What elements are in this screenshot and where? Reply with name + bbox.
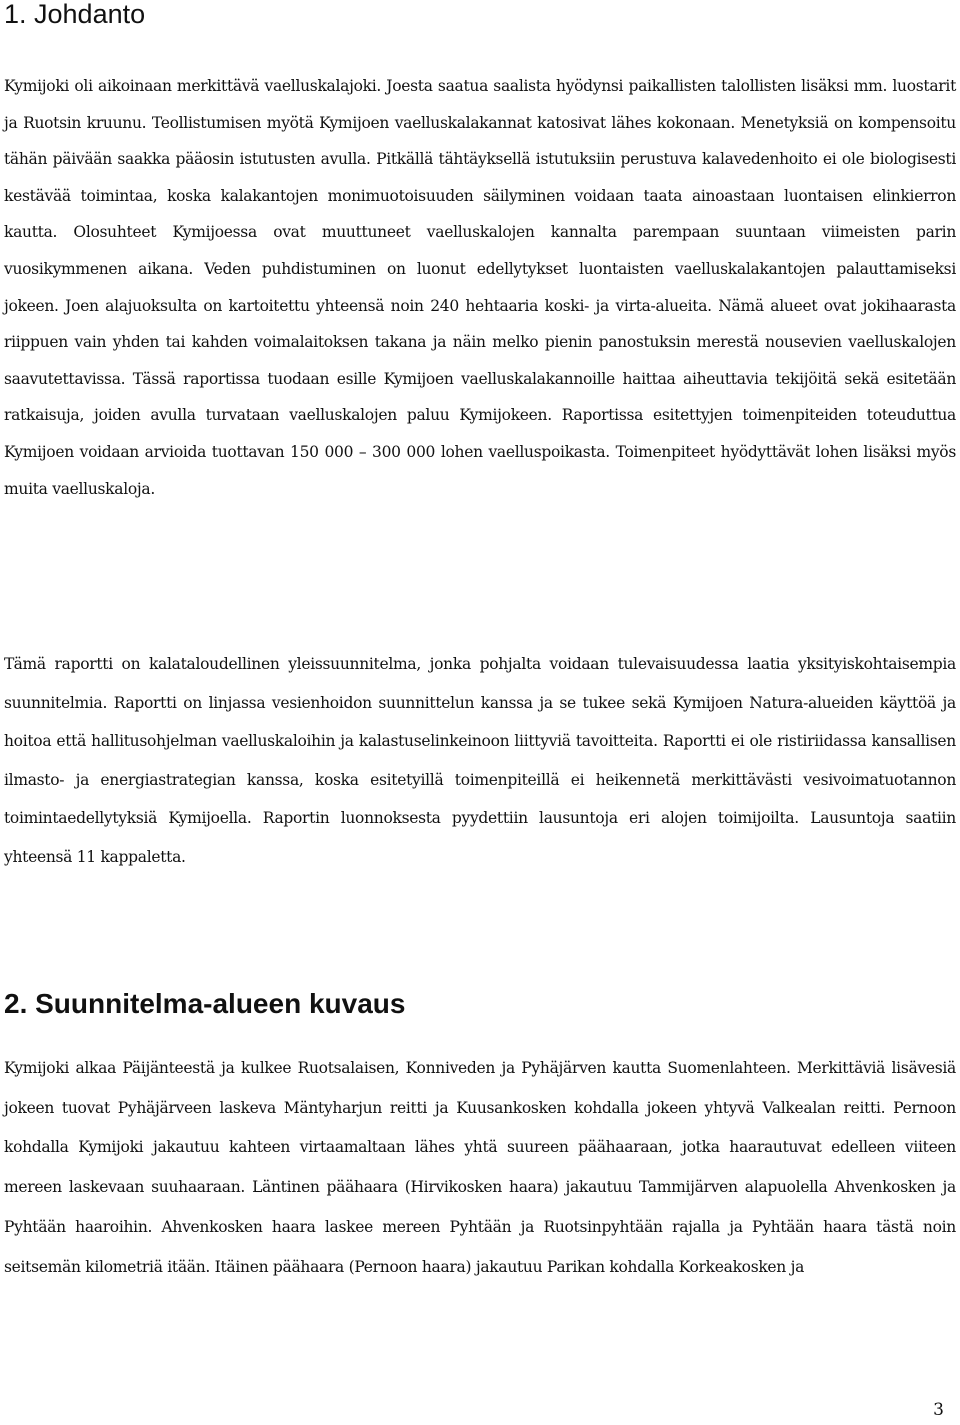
section-heading-suunnitelma-alue: 2. Suunnitelma-alueen kuvaus — [4, 988, 406, 1019]
intro-paragraph-2: Tämä raportti on kalataloudellinen yleissuunnitelma, jonka pohjalta voidaan tulevaisuudessa laatia yksityiskohtaisempia suunnitelmia. Raportti on linjassa vesienhoidon suunnittelun kanssa ja se tukee sekä Kymijoen Natura-alueiden käyttöä ja hoitoa että hallitusohjelman vaelluskaloihin ja kalastuselinkeinoon liittyviä tavoitteita. Raportti ei ole ristiriidassa kansallisen ilmasto- ja energiastrategian kanssa, koska esitetyillä toimenpiteillä ei heikennetä merkittävästi vesivoimatuotannon toimintaedellytyksiä Kymijoella. Raportin luonnoksesta pyydettiin lausuntoja eri alojen toimijoilta. Lausuntoja saatiin yhteensä 11 kappaletta. — [4, 655, 956, 866]
section-heading-johdanto: 1. Johdanto — [4, 0, 146, 29]
intro-paragraph-1: Kymijoki oli aikoinaan merkittävä vaelluskalajoki. Joesta saatua saalista hyödynsi paikallisten talollisten lisäksi mm. luostarit ja Ruotsin kruunu. Teollistumisen myötä Kymijoen vaelluskalakannat katosivat lähes kokonaan. Menetyksiä on kompensoitu tähän päivään saakka pääosin istutusten avulla. Pitkällä tähtäyksellä istutuksiin perustuva kalavedenhoito ei ole biologisesti kestävää toimintaa, koska kalakantojen monimuotoisuuden säilyminen voidaan taata ainoastaan luontaisen elinkierron kautta. Olosuhteet Kymijoessa ovat muuttuneet vaelluskalojen kannalta parempaan suuntaan viimeisten parin vuosikymmenen aikana. Veden puhdistuminen on luonut edellytykset luontaisten vaelluskalakantojen palauttamiseksi jokeen. Joen alajuoksulta on kartoitettu yhteensä noin 240 hehtaaria koski- ja virta-alueita. Nämä alueet ovat jokihaarasta riippuen vain yhden tai kahden voimalaitoksen takana ja näin melko pienin panostuksin merestä nousevien vaelluskalojen saavutettavissa. Tässä raportissa tuodaan esille Kymijoen vaelluskalakannoille haittaa aiheuttavia tekijöitä sekä esitetään ratkaisuja, joiden avulla turvataan vaelluskalojen paluu Kymijokeen. Raportissa esitettyjen toimenpiteiden toteuduttua Kymijoen voidaan arvioida tuottavan 150 000 – 300 000 lohen vaelluspoikasta. Toimenpiteet hyödyttävät lohen lisäksi myös muita vaelluskaloja. — [4, 77, 956, 498]
page-number: 3 — [933, 1400, 944, 1420]
area-paragraph-1: Kymijoki alkaa Päijänteestä ja kulkee Ruotsalaisen, Konniveden ja Pyhäjärven kautta Suomenlahteen. Merkittäviä lisävesiä jokeen tuovat Pyhäjärveen laskeva Mäntyharjun reitti ja Kuusankosken kohdalla jokeen yhtyvä Valkealan reitti. Pernoon kohdalla Kymijoki jakautuu kahteen virtaamaltaan lähes yhtä suureen päähaaraan, jotka haarautuvat edelleen viiteen mereen laskevaan suuhaaraan. Läntinen päähaara (Hirvikosken haara) jakautuu Tammijärven alapuolella Ahvenkosken ja Pyhtään haaroihin. Ahvenkosken haara laskee mereen Pyhtään ja Ruotsinpyhtään rajalla ja Pyhtään haara tästä noin seitsemän kilometriä itään. Itäinen päähaara (Pernoon haara) jakautuu Parikan kohdalla Korkeakosken ja — [4, 1059, 956, 1276]
